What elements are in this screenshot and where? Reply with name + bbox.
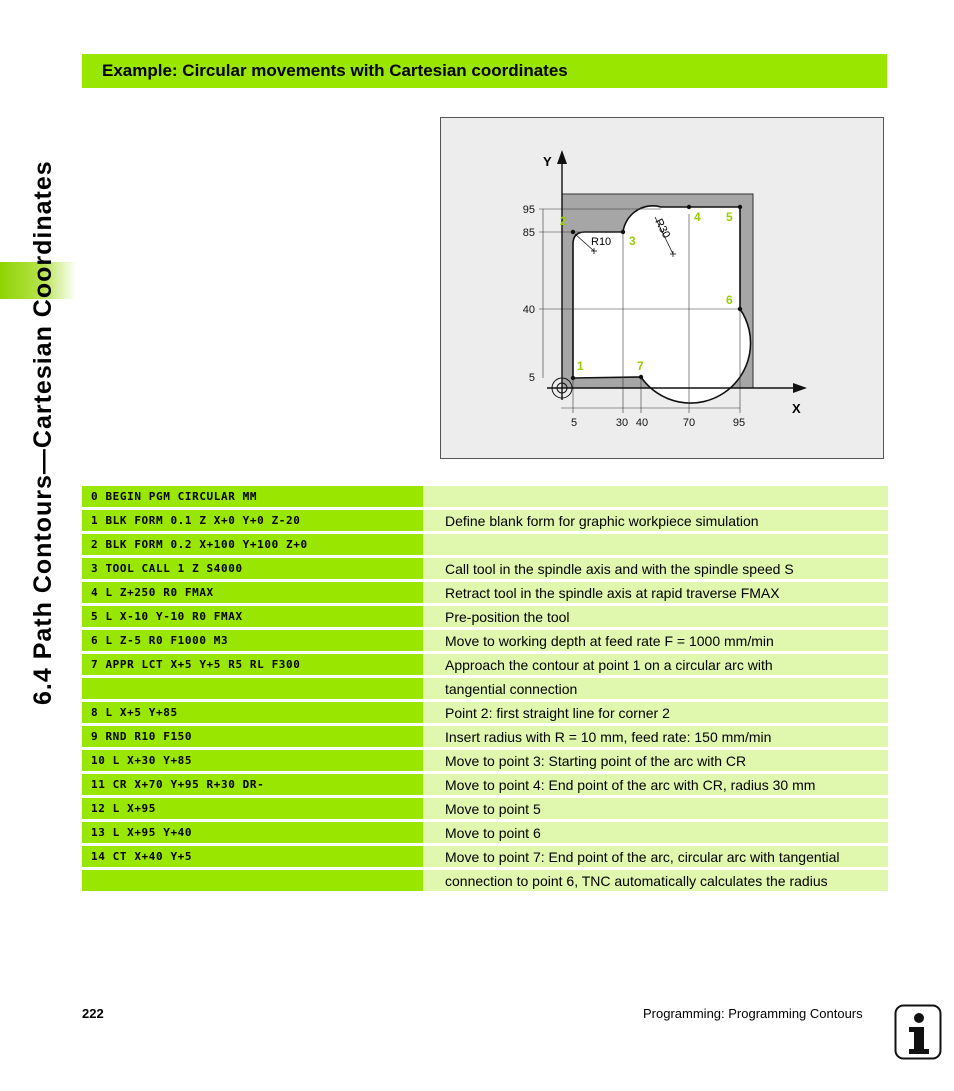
nc-code: 3 TOOL CALL 1 Z S4000 (91, 562, 243, 575)
nc-code: 11 CR X+70 Y+95 R+30 DR- (91, 778, 265, 791)
x-axis-label: X (792, 401, 801, 416)
desc-cell (423, 558, 888, 579)
table-row (82, 702, 888, 723)
code-description: Call tool in the spindle axis and with the spindle speed S (445, 561, 794, 577)
code-cell (82, 654, 423, 675)
code-cell (82, 726, 423, 747)
nc-code: 8 L X+5 Y+85 (91, 706, 178, 719)
desc-cell (423, 486, 888, 507)
table-row (82, 582, 888, 603)
table-row (82, 774, 888, 795)
table-row (82, 558, 888, 579)
desc-cell (423, 534, 888, 555)
table-row (82, 486, 888, 507)
desc-cell (423, 702, 888, 723)
code-cell (82, 678, 423, 699)
code-description: Move to point 7: End point of the arc, circular arc with tangential (445, 849, 840, 865)
code-cell (82, 846, 423, 867)
point-label: 4 (694, 210, 701, 224)
y-tick-label: 85 (522, 227, 535, 239)
point-marker (639, 375, 643, 379)
table-row (82, 534, 888, 555)
point-marker (571, 230, 575, 234)
code-description: Move to point 6 (445, 825, 541, 841)
nc-code: 1 BLK FORM 0.1 Z X+0 Y+0 Z-20 (91, 514, 301, 527)
point-label: 3 (629, 234, 636, 248)
code-cell (82, 702, 423, 723)
code-description: connection to point 6, TNC automatically calculates the radius (445, 873, 828, 889)
point-label: 6 (726, 293, 733, 307)
desc-cell (423, 510, 888, 531)
nc-code: 7 APPR LCT X+5 Y+5 R5 RL F300 (91, 658, 301, 671)
code-description: tangential connection (445, 681, 578, 697)
code-description: Move to point 4: End point of the arc with CR, radius 30 mm (445, 777, 816, 793)
point-label: 5 (726, 210, 733, 224)
nc-code: 4 L Z+250 R0 FMAX (91, 586, 214, 599)
code-description: Approach the contour at point 1 on a circular arc with (445, 657, 773, 673)
x-tick-label: 5 (570, 417, 578, 429)
desc-cell (423, 774, 888, 795)
table-row (82, 726, 888, 747)
point-label: 7 (637, 359, 644, 373)
code-cell (82, 510, 423, 531)
point-label: 2 (560, 214, 567, 228)
nc-code: 5 L X-10 Y-10 R0 FMAX (91, 610, 243, 623)
code-description: Insert radius with R = 10 mm, feed rate: 150 mm/min (445, 729, 772, 745)
desc-cell (423, 846, 888, 867)
code-description: Move to point 5 (445, 801, 541, 817)
x-tick-label: 70 (682, 417, 696, 429)
table-row (82, 654, 888, 675)
point-marker (738, 205, 742, 209)
code-description: Define blank form for graphic workpiece simulation (445, 513, 759, 529)
code-cell (82, 870, 423, 891)
table-row (82, 510, 888, 531)
desc-cell (423, 726, 888, 747)
table-row (82, 822, 888, 843)
desc-cell (423, 870, 888, 891)
contour-figure (440, 117, 884, 459)
code-description: Pre-position the tool (445, 609, 570, 625)
code-cell (82, 774, 423, 795)
code-description: Retract tool in the spindle axis at rapid traverse FMAX (445, 585, 780, 601)
code-cell (82, 486, 423, 507)
desc-cell (423, 582, 888, 603)
info-icon (894, 1004, 942, 1060)
code-cell (82, 558, 423, 579)
code-cell (82, 798, 423, 819)
y-tick-label: 40 (522, 304, 535, 316)
program-table (82, 486, 888, 894)
y-tick-label: 95 (522, 204, 535, 216)
desc-cell (423, 678, 888, 699)
table-row (82, 870, 888, 891)
section-title-text: 6.4 Path Contours—Cartesian Coordinates (29, 160, 57, 705)
nc-code: 12 L X+95 (91, 802, 157, 815)
example-heading-banner (82, 54, 887, 88)
section-title-vertical (22, 55, 62, 705)
point-marker (687, 205, 691, 209)
radius-large-label: R30 (652, 216, 673, 241)
code-cell (82, 750, 423, 771)
nc-code: 9 RND R10 F150 (91, 730, 193, 743)
table-row (82, 678, 888, 699)
nc-code: 0 BEGIN PGM CIRCULAR MM (91, 490, 258, 503)
x-tick-label: 40 (635, 417, 649, 429)
desc-cell (423, 606, 888, 627)
table-row (82, 798, 888, 819)
example-heading: Example: Circular movements with Cartesian coordinates (102, 61, 568, 80)
y-tick-label: 5 (528, 372, 535, 384)
nc-code: 10 L X+30 Y+85 (91, 754, 193, 767)
point-marker (571, 376, 575, 380)
point-marker (738, 307, 742, 311)
desc-cell (423, 630, 888, 651)
point-marker (621, 230, 625, 234)
x-tick-label: 30 (615, 417, 629, 429)
point-label: 1 (577, 359, 584, 373)
code-cell (82, 606, 423, 627)
nc-code: 13 L X+95 Y+40 (91, 826, 193, 839)
code-cell (82, 582, 423, 603)
desc-cell (423, 822, 888, 843)
nc-code: 6 L Z-5 R0 F1000 M3 (91, 634, 229, 647)
code-description: Move to working depth at feed rate F = 1000 mm/min (445, 633, 774, 649)
table-row (82, 846, 888, 867)
y-axis-label: Y (543, 154, 552, 169)
chapter-title: Programming: Programming Contours (643, 1006, 863, 1021)
table-row (82, 606, 888, 627)
radius-small-label: R10 (591, 236, 612, 248)
table-row (82, 630, 888, 651)
desc-cell (423, 750, 888, 771)
y-axis-arrow (557, 150, 567, 164)
table-row (82, 750, 888, 771)
code-description: Point 2: first straight line for corner 2 (445, 705, 670, 721)
desc-cell (423, 654, 888, 675)
nc-code: 2 BLK FORM 0.2 X+100 Y+100 Z+0 (91, 538, 308, 551)
code-cell (82, 822, 423, 843)
page-number: 222 (82, 1006, 104, 1021)
x-axis-arrow (793, 383, 807, 393)
nc-code: 14 CT X+40 Y+5 (91, 850, 193, 863)
code-cell (82, 630, 423, 651)
desc-cell (423, 798, 888, 819)
code-cell (82, 534, 423, 555)
code-description: Move to point 3: Starting point of the arc with CR (445, 753, 747, 769)
x-tick-label: 95 (732, 417, 746, 429)
